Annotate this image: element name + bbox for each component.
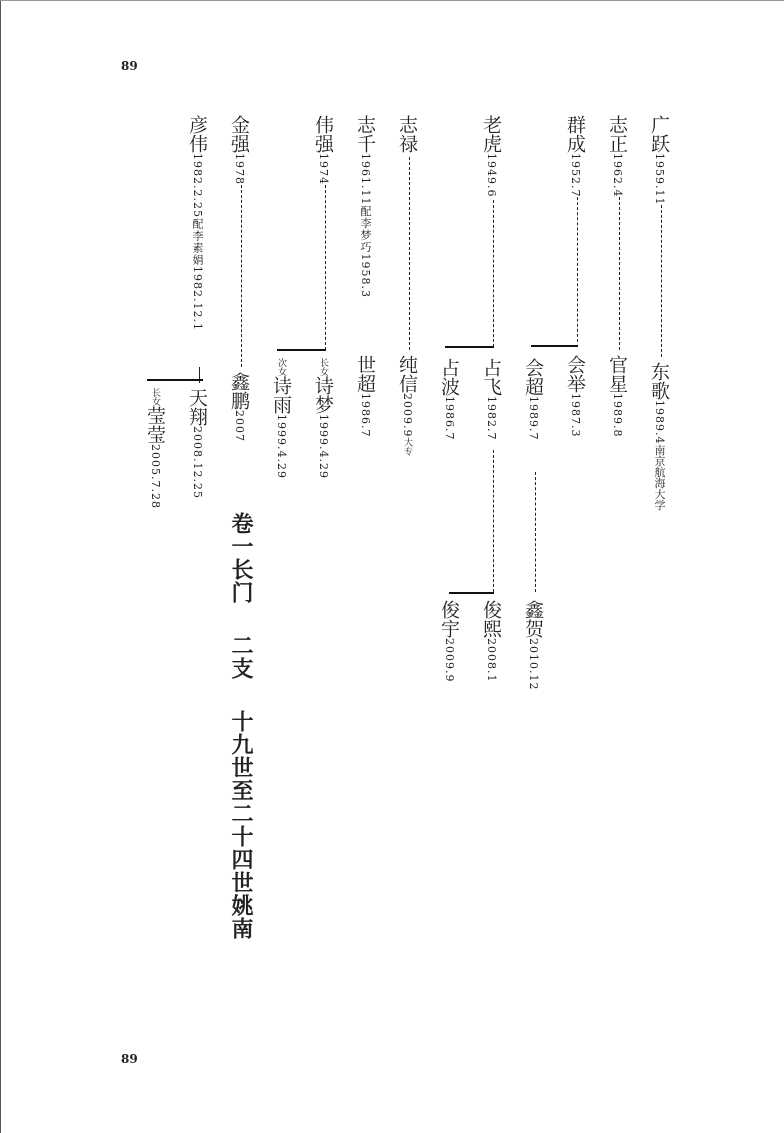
person-guanxing [607,355,626,438]
person-shiyu [271,358,290,479]
person-zhilu [397,115,416,153]
title-part2: 二支 [228,634,253,680]
person-name: 占波 [438,358,460,396]
person-yanwei [187,115,206,331]
sibling-bracket [449,592,494,594]
person-name: 金强 [228,115,250,153]
person-shichao [355,355,374,438]
person-name: 彦伟 [186,115,208,153]
person-prefix: 次女 [276,358,286,376]
person-name: 官星 [606,355,628,393]
person-name: 鑫贺 [522,600,544,638]
person-name: 诗梦 [312,376,334,414]
person-zhanbo [439,358,458,441]
person-shimeng [313,358,332,479]
person-name: 天翔 [186,388,208,426]
connector-line [619,197,620,350]
person-date: 1999.4.29 [275,414,288,479]
person-note: 南京航海大学 [653,444,666,511]
person-guangyue [649,115,668,206]
sibling-bracket [277,349,326,351]
person-date: 2009.9 [401,393,414,438]
person-chunxin [397,355,416,456]
person-date: 1999.4.29 [317,414,330,479]
person-xinpeng [229,372,248,442]
page-number-bottom: 89 [121,1052,138,1066]
person-yingying [145,388,164,509]
chapter-title [229,512,251,940]
person-date: 1989.4 [653,400,666,445]
person-weiqiang [313,115,332,185]
person-prefix: 长女 [150,388,160,406]
person-huiju [565,355,584,438]
connector-line [241,185,242,367]
person-name: 伟强 [312,115,334,153]
person-date: 1986.7 [443,396,456,441]
person-huichao [523,358,542,441]
person-name: 志禄 [396,115,418,153]
person-tianxiang [187,388,206,499]
person-date: 2010.12 [527,638,540,691]
connector-line [535,472,536,592]
person-name: 纯信 [396,355,418,393]
person-date: 1952.7 [569,153,582,198]
person-junxi [481,600,500,683]
sibling-bracket [147,379,203,381]
person-date: 1949.6 [485,153,498,198]
person-date: 2009.9 [443,638,456,683]
person-date: 1982.2.25配李素娟1982.12.1 [191,153,204,331]
page-number-top: 89 [121,59,138,73]
sibling-bracket [445,346,494,348]
person-zhanfei [481,358,500,441]
person-date: 2008.1 [485,638,498,683]
person-name: 世超 [354,355,376,393]
person-date: 1989.7 [527,396,540,441]
person-name: 群成 [564,115,586,153]
sibling-bracket [531,345,578,347]
person-xinhe [523,600,542,691]
person-name: 鑫鹏 [228,372,250,410]
person-zhizheng [607,115,626,198]
person-date: 1987.3 [569,393,582,438]
person-name: 东歌 [648,362,670,400]
person-date: 1978 [233,153,246,185]
person-laohu [481,115,500,198]
person-date: 1989.8 [611,393,624,438]
page-border-left [0,0,1,1133]
person-date: 1982.7 [485,396,498,441]
connector-line [493,200,494,347]
person-name: 俊熙 [480,600,502,638]
person-name: 志千 [354,115,376,153]
title-part1: 卷一长门 [228,512,253,604]
person-date: 1962.4 [611,153,624,198]
page-border-top [0,0,784,1]
person-quncheng [565,115,584,198]
person-name: 诗雨 [270,376,292,414]
person-name: 老虎 [480,115,502,153]
person-dongge [649,362,668,511]
person-date: 2008.12.25 [191,426,204,499]
person-zhiqian [355,115,374,298]
person-date: 2005.7.28 [149,444,162,509]
person-date: 2007 [233,410,246,442]
person-date: 1961.11配李梦巧1958.3 [359,153,372,298]
connector-line [661,205,662,357]
person-note: 大专 [402,437,412,456]
connector-line [577,197,578,342]
person-prefix: 长女 [318,358,328,376]
person-date: 1986.7 [359,393,372,438]
person-date: 1974 [317,153,330,185]
person-name: 占飞 [480,358,502,396]
person-name: 莹莹 [144,406,166,444]
person-name: 会超 [522,358,544,396]
person-jinqiang [229,115,248,185]
person-name: 志正 [606,115,628,153]
person-date: 1959.11 [653,153,666,206]
title-part3: 十九世至二十四世姚南 [228,710,253,940]
connector-line [493,450,494,592]
person-name: 广跃 [648,115,670,153]
connector-line [325,185,326,350]
person-junyu [439,600,458,683]
person-name: 会举 [564,355,586,393]
person-name: 俊宇 [438,600,460,638]
connector-line [409,157,410,350]
